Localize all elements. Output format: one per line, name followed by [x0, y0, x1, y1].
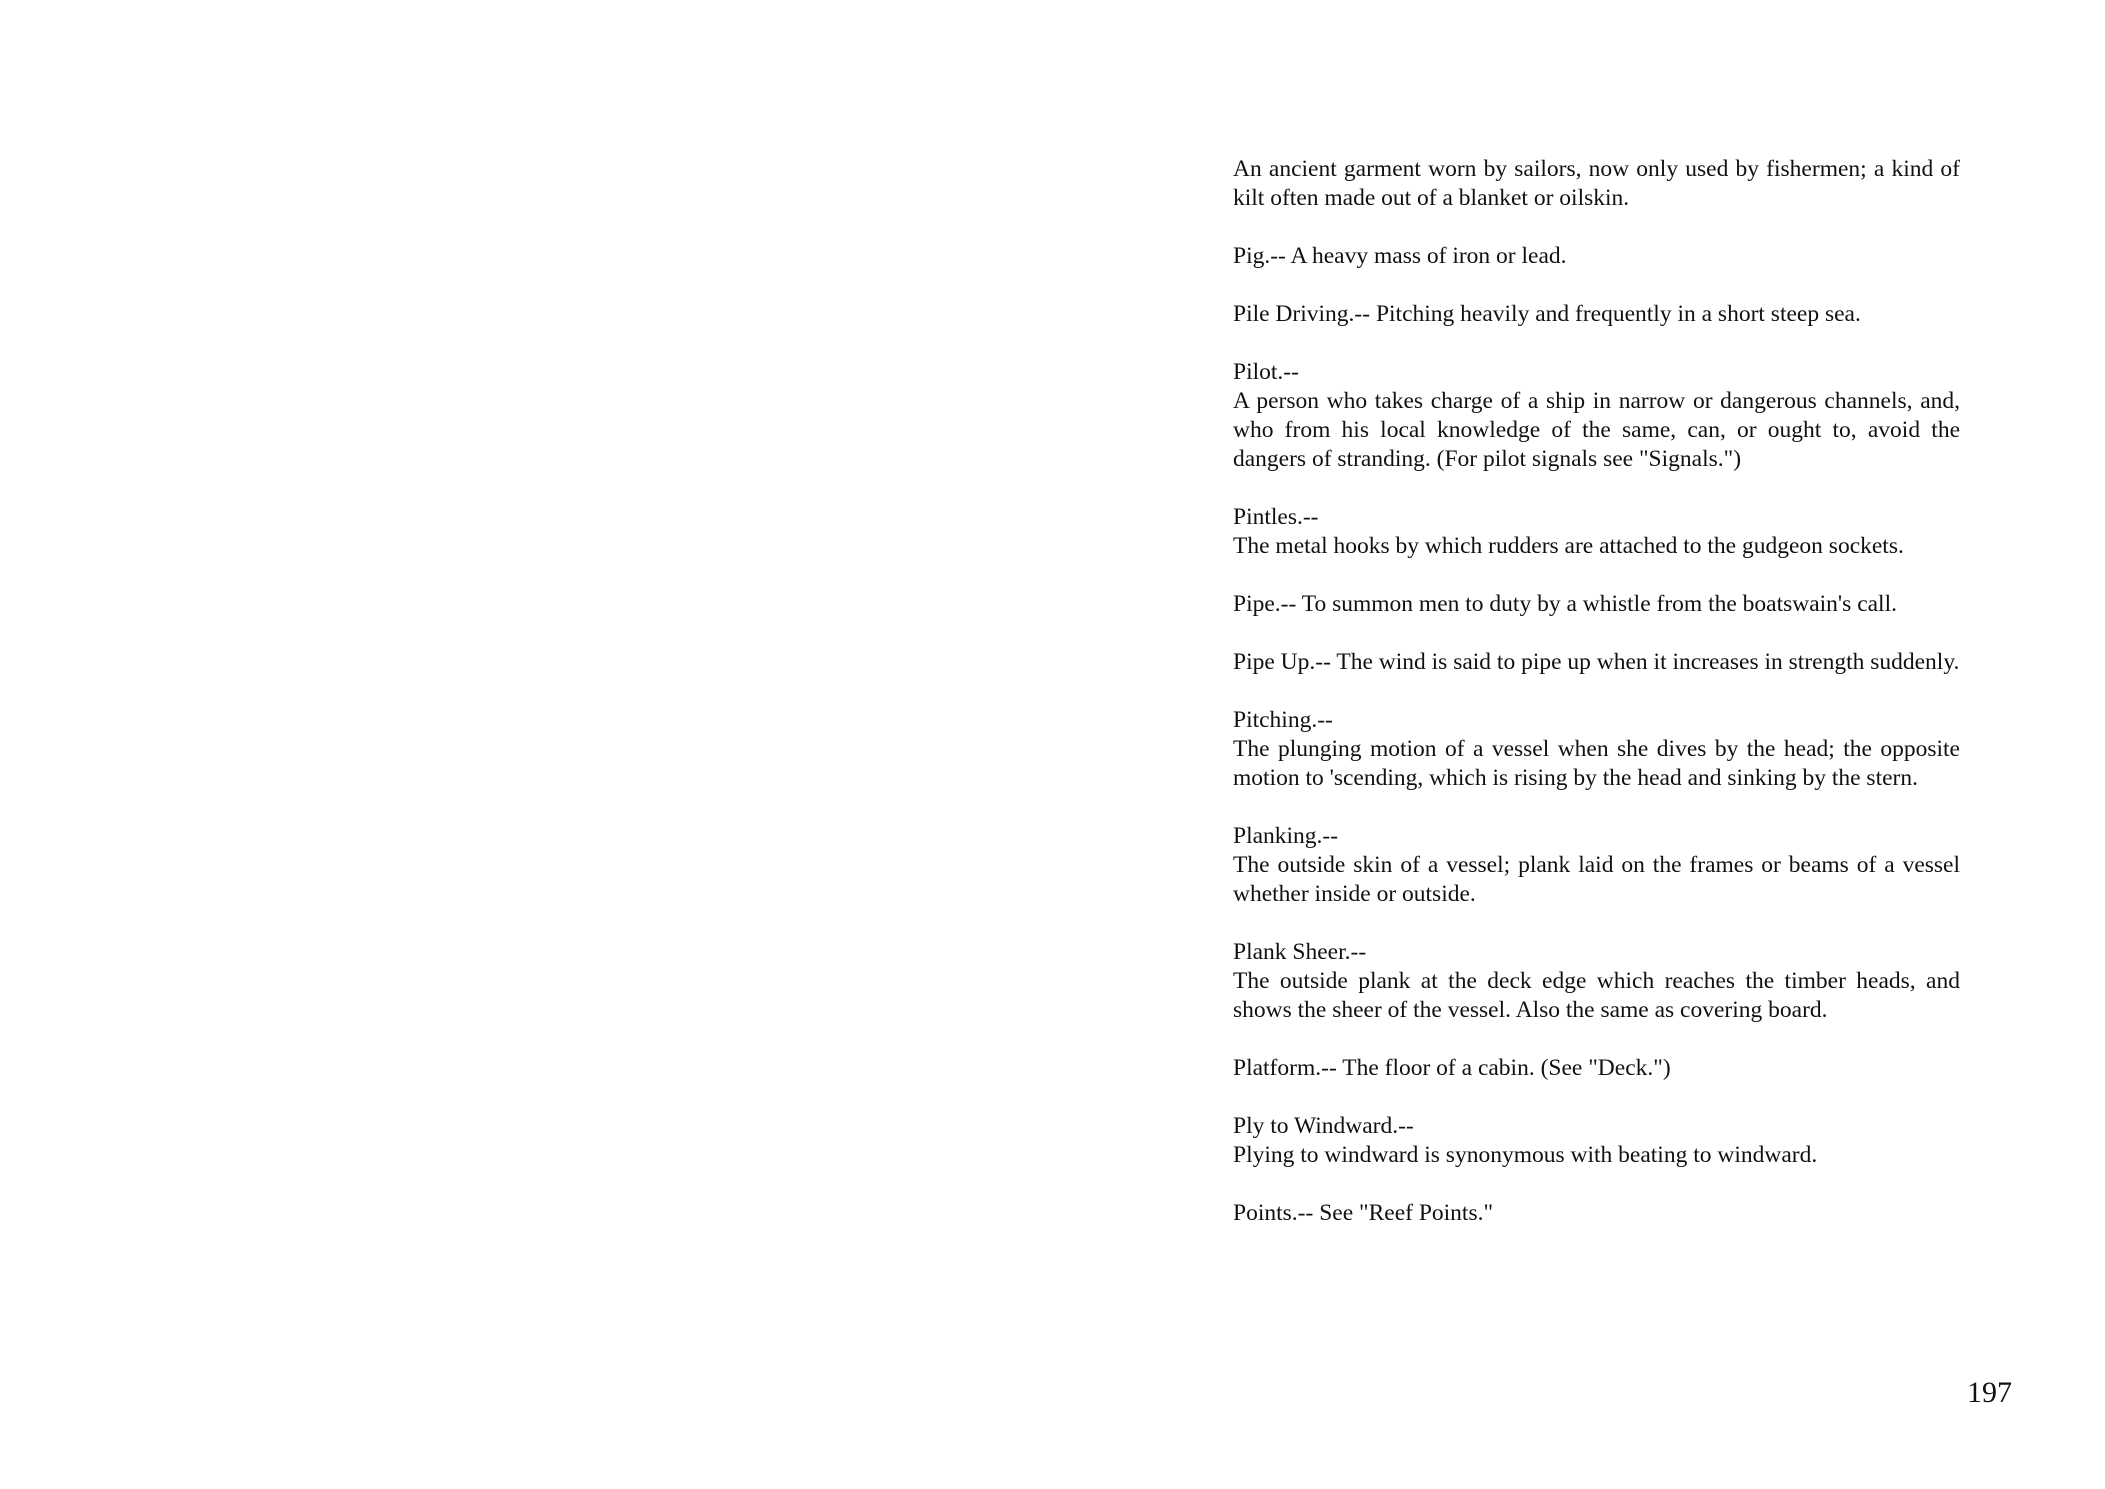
- glossary-entry-continuation: [1233, 155, 1960, 213]
- entry-continuation-text: An ancient garment worn by sailors, now only used by fishermen; a kind of kilt often made out of a blanket or oilskin.: [1233, 156, 1960, 211]
- glossary-entry-pipe: [1233, 590, 1960, 619]
- glossary-entry-pintles: [1233, 503, 1960, 561]
- entry-definition: The plunging motion of a vessel when she dives by the head; the opposite motion to 'scending, which is rising by the head and sinking by the stern.: [1233, 736, 1960, 791]
- glossary-entry-pilot: [1233, 358, 1960, 474]
- left-page-blank: [0, 0, 1052, 1489]
- entry-term: Platform.--: [1233, 1055, 1337, 1081]
- entry-definition: A person who takes charge of a ship in narrow or dangerous channels, and, who from his local knowledge of the same, can, or ought to, avoid the dangers of stranding. (For pilot signals see "Signals."): [1233, 388, 1960, 472]
- right-page: [1052, 0, 2105, 1489]
- entry-definition: The outside skin of a vessel; plank laid on the frames or beams of a vessel whether inside or outside.: [1233, 852, 1960, 907]
- entry-term: Points.--: [1233, 1200, 1314, 1226]
- entry-term: Pipe.--: [1233, 591, 1297, 617]
- glossary-entry-pitching: [1233, 706, 1960, 793]
- entry-definition: A heavy mass of iron or lead.: [1285, 243, 1567, 269]
- glossary-entry-pile-driving: [1233, 300, 1960, 329]
- glossary-entry-pipe-up: [1233, 648, 1960, 677]
- glossary-entry-plank-sheer: [1233, 938, 1960, 1025]
- entry-definition: The floor of a cabin. (See "Deck."): [1336, 1055, 1671, 1081]
- glossary-text-column: [1233, 155, 1960, 1257]
- entry-term: Pintles.--: [1233, 504, 1319, 530]
- glossary-entry-platform: [1233, 1054, 1960, 1083]
- page-number: 197: [1967, 1376, 2012, 1409]
- entry-term: Pig.--: [1233, 243, 1286, 269]
- glossary-entry-pig: [1233, 242, 1960, 271]
- glossary-entry-points: [1233, 1199, 1960, 1228]
- entry-term: Planking.--: [1233, 823, 1339, 849]
- entry-definition: Pitching heavily and frequently in a short steep sea.: [1370, 301, 1861, 327]
- glossary-entry-ply-to-windward: [1233, 1112, 1960, 1170]
- entry-definition: Plying to windward is synonymous with beating to windward.: [1233, 1142, 1818, 1168]
- entry-term: Pilot.--: [1233, 359, 1299, 385]
- entry-term: Ply to Windward.--: [1233, 1113, 1414, 1139]
- entry-definition: To summon men to duty by a whistle from the boatswain's call.: [1296, 591, 1897, 617]
- entry-definition: See "Reef Points.": [1313, 1200, 1494, 1226]
- entry-term: Plank Sheer.--: [1233, 939, 1367, 965]
- entry-term: Pitching.--: [1233, 707, 1333, 733]
- entry-definition: The outside plank at the deck edge which reaches the timber heads, and shows the sheer of the vessel. Also the same as covering board.: [1233, 968, 1960, 1023]
- entry-definition: The metal hooks by which rudders are attached to the gudgeon sockets.: [1233, 533, 1904, 559]
- glossary-entry-planking: [1233, 822, 1960, 909]
- entry-definition: The wind is said to pipe up when it increases in strength suddenly.: [1330, 649, 1960, 675]
- entry-term: Pipe Up.--: [1233, 649, 1331, 675]
- entry-term: Pile Driving.--: [1233, 301, 1371, 327]
